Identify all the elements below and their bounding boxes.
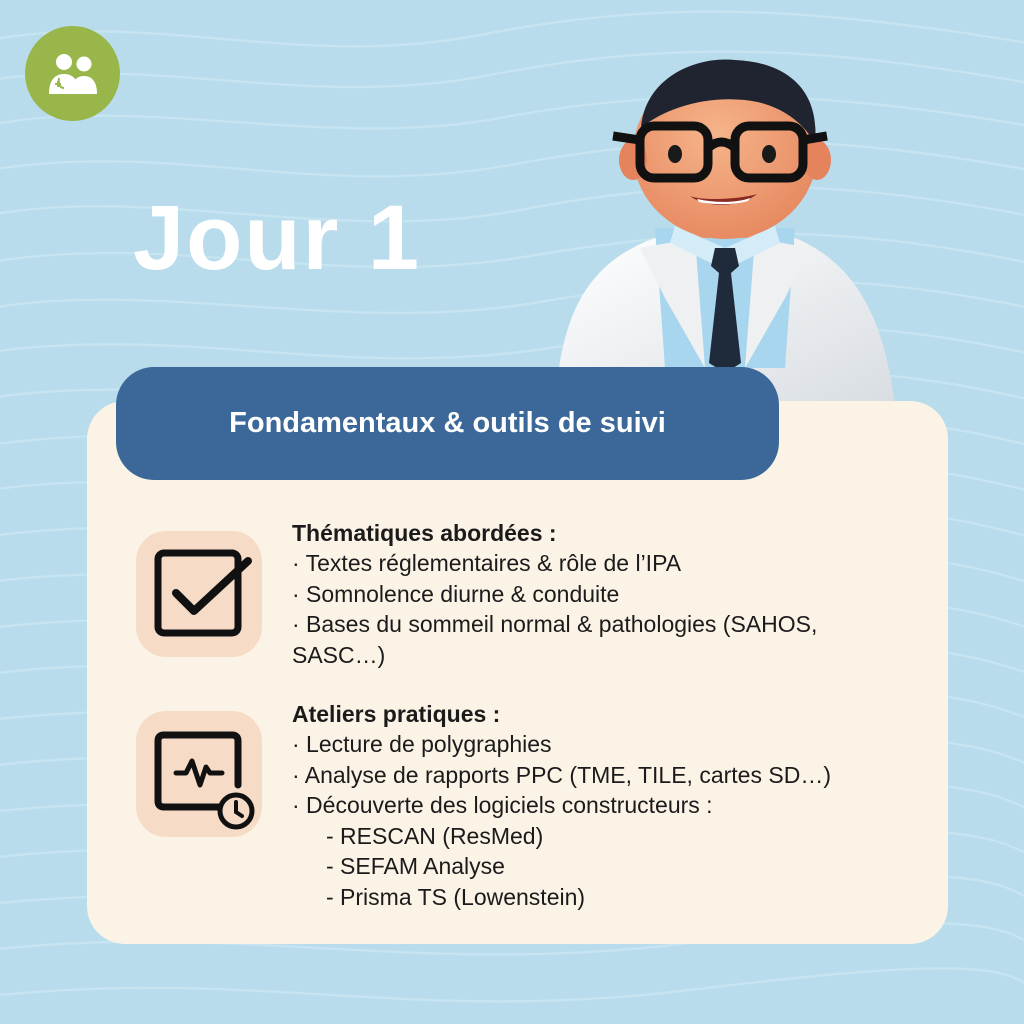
workshops-icon-tile [136, 711, 262, 837]
workshops-sub-item: - SEFAM Analyse [326, 853, 505, 879]
topics-icon-tile [136, 531, 262, 657]
checkbox-icon [136, 531, 262, 657]
topics-item: · Somnolence diurne & conduite [292, 580, 620, 607]
topics-item: SASC…) [292, 641, 386, 668]
title-banner [116, 367, 779, 480]
workshops-item: · Découverte des logiciels constructeurs : [292, 792, 713, 818]
doctors-icon [45, 50, 101, 98]
banner-title: Fondamentaux & outils de suivi [229, 407, 666, 439]
workshops-item: · Lecture de polygraphies [292, 731, 552, 757]
doctor-avatar [545, 48, 905, 408]
workshops-section [292, 699, 932, 912]
topics-title: Thématiques abordées : [292, 520, 557, 546]
day-title: Jour 1 [133, 187, 422, 289]
monitor-pulse-clock-icon [136, 711, 262, 837]
workshops-item: · Analyse de rapports PPC (TME, TILE, cartes SD…) [292, 761, 831, 788]
topics-section [292, 518, 912, 670]
workshops-title: Ateliers pratiques : [292, 701, 501, 727]
workshops-sub-item: - Prisma TS (Lowenstein) [326, 883, 586, 910]
logo-badge [25, 26, 120, 121]
workshops-sub-item: - RESCAN (ResMed) [326, 822, 544, 849]
topics-item: · Bases du sommeil normal & pathologies (SAHOS, [292, 611, 818, 637]
topics-item: · Textes réglementaires & rôle de l’IPA [292, 550, 682, 576]
